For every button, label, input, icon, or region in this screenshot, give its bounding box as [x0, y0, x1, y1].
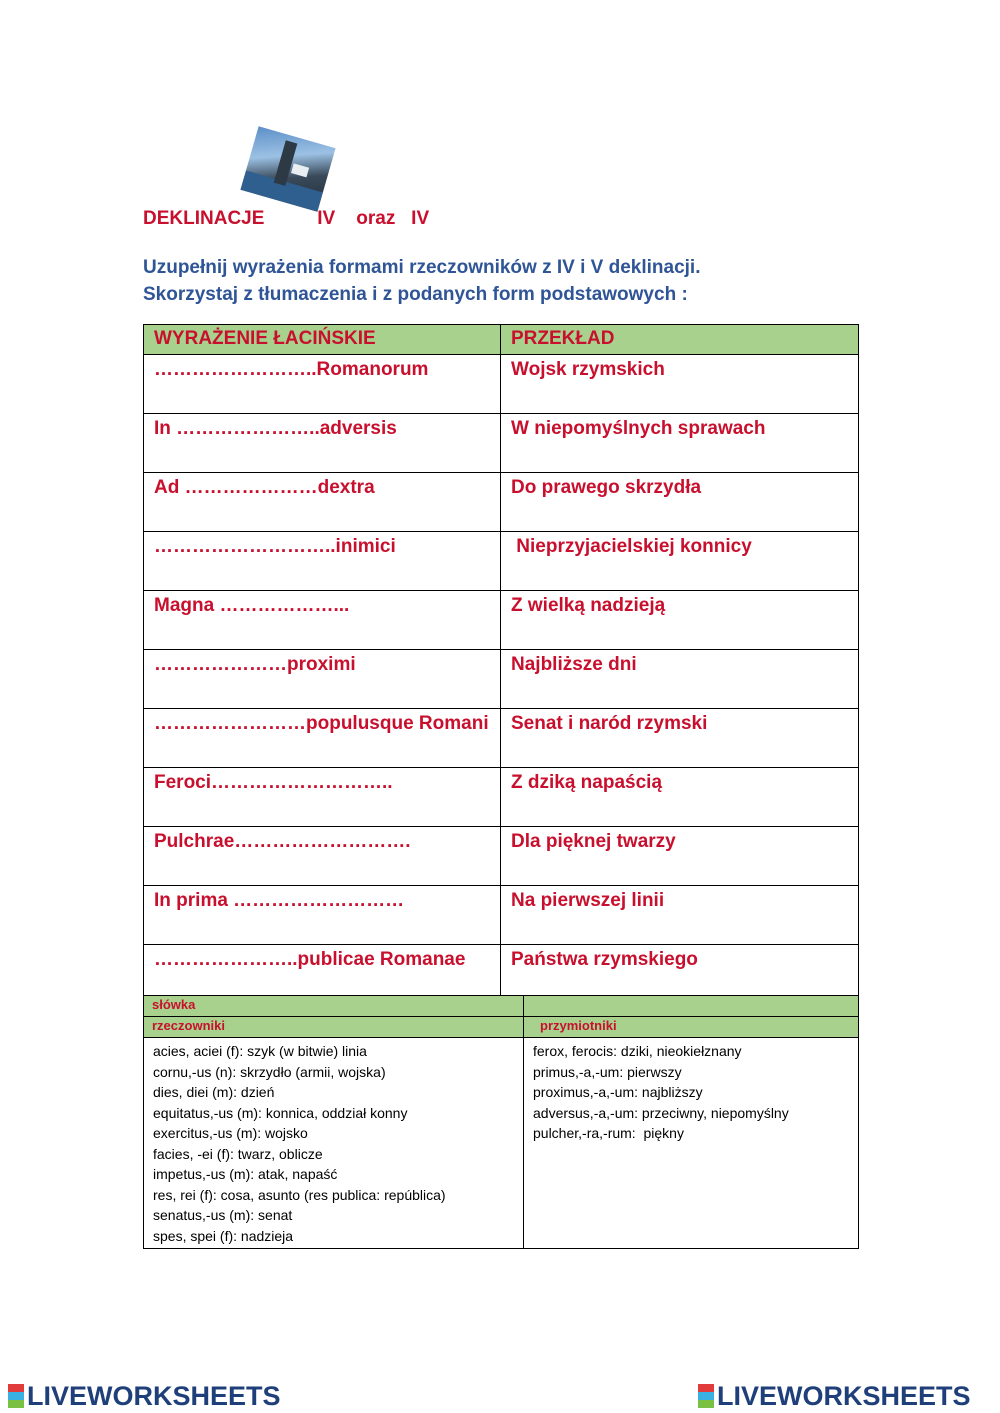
footer-brand-left: LIVEWORKSHEETS [27, 1381, 281, 1411]
noun-entry: res, rei (f): cosa, asunto (res publica: república) [153, 1186, 446, 1203]
adjective-entry: adversus,-a,-um: przeciwny, niepomyślny [533, 1104, 789, 1121]
translation: Senat i naród rzymski [501, 709, 859, 768]
latin-expression[interactable]: ……………………..Romanorum [144, 355, 501, 414]
adjective-entry: pulcher,-ra,-rum: piękny [533, 1125, 684, 1141]
exercise-row [144, 827, 859, 886]
exercise-row [144, 473, 859, 532]
adjectives-header: przymiotniki [524, 1017, 859, 1038]
latin-expression[interactable]: In prima ……………………… [144, 886, 501, 945]
latin-expression[interactable]: …………………..publicae Romanae [144, 945, 501, 1004]
adjectives-list [524, 1038, 859, 1249]
instruction-line-1: Uzupełnij wyrażenia formami rzeczowników z IV i V deklinacji. [143, 257, 701, 278]
exercise-row [144, 355, 859, 414]
exercise-row [144, 709, 859, 768]
photo-image [240, 126, 335, 211]
exercise-row [144, 532, 859, 591]
footer-brand-right: LIVEWORKSHEETS [717, 1381, 971, 1411]
liveworksheets-logo-icon [8, 1384, 24, 1408]
noun-entry: dies, diei (m): dzień [153, 1084, 275, 1100]
vocab-title-empty [524, 996, 859, 1017]
footer-logo-right [698, 1381, 971, 1412]
latin-expression[interactable]: Magna ………………... [144, 591, 501, 650]
latin-expression[interactable]: ……………………populusque Romani [144, 709, 501, 768]
nouns-header: rzeczowniki [144, 1017, 524, 1038]
translation: Z wielką nadzieją [501, 591, 859, 650]
translation: Do prawego skrzydła [501, 473, 859, 532]
exercise-row [144, 650, 859, 709]
liveworksheets-logo-icon [698, 1384, 714, 1408]
adjective-entry: ferox, ferocis: dziki, nieokiełznany [533, 1043, 742, 1059]
instruction-line-2: Skorzystaj z tłumaczenia i z podanych form podstawowych : [143, 284, 688, 305]
noun-entry: exercitus,-us (m): wojsko [153, 1125, 308, 1141]
noun-entry: senatus,-us (m): senat [153, 1207, 293, 1223]
exercise-row [144, 768, 859, 827]
translation: Państwa rzymskiego [501, 945, 859, 1004]
translation: Dla pięknej twarzy [501, 827, 859, 886]
page-title: DEKLINACJE IV oraz IV [143, 208, 430, 229]
exercise-row [144, 886, 859, 945]
nouns-list [144, 1038, 524, 1249]
translation: Nieprzyjacielskiej konnicy [501, 532, 859, 591]
translation: W niepomyślnych sprawach [501, 414, 859, 473]
noun-entry: acies, aciei (f): szyk (w bitwie) linia [153, 1043, 367, 1059]
latin-expression[interactable]: Pulchrae………………………. [144, 827, 501, 886]
noun-entry: impetus,-us (m): atak, napaść [153, 1166, 338, 1182]
adjective-entry: proximus,-a,-um: najbliższy [533, 1084, 703, 1100]
translation: Z dziką napaścią [501, 768, 859, 827]
noun-entry: facies, -ei (f): twarz, oblicze [153, 1145, 323, 1162]
latin-expression[interactable]: In …………………..adversis [144, 414, 501, 473]
header-translation: PRZEKŁAD [501, 325, 859, 355]
translation: Wojsk rzymskich [501, 355, 859, 414]
noun-entry: cornu,-us (n): skrzydło (armii, wojska) [153, 1063, 386, 1080]
exercise-header-row [144, 325, 859, 355]
translation: Najbliższe dni [501, 650, 859, 709]
exercise-row [144, 414, 859, 473]
header-latin: WYRAŻENIE ŁACIŃSKIE [144, 325, 501, 355]
exercise-row [144, 591, 859, 650]
latin-expression[interactable]: Feroci……………………….. [144, 768, 501, 827]
exercise-table [143, 324, 859, 1004]
latin-expression[interactable]: ………………………..inimici [144, 532, 501, 591]
noun-entry: spes, spei (f): nadzieja [153, 1227, 294, 1244]
vocab-title: słówka [144, 996, 524, 1017]
latin-expression[interactable]: Ad …………………dextra [144, 473, 501, 532]
adjective-entry: primus,-a,-um: pierwszy [533, 1063, 682, 1080]
translation: Na pierwszej linii [501, 886, 859, 945]
noun-entry: equitatus,-us (m): konnica, oddział konny [153, 1104, 408, 1121]
footer-logo-left [8, 1381, 281, 1412]
vocabulary-table [143, 995, 859, 1249]
latin-expression[interactable]: …………………proximi [144, 650, 501, 709]
